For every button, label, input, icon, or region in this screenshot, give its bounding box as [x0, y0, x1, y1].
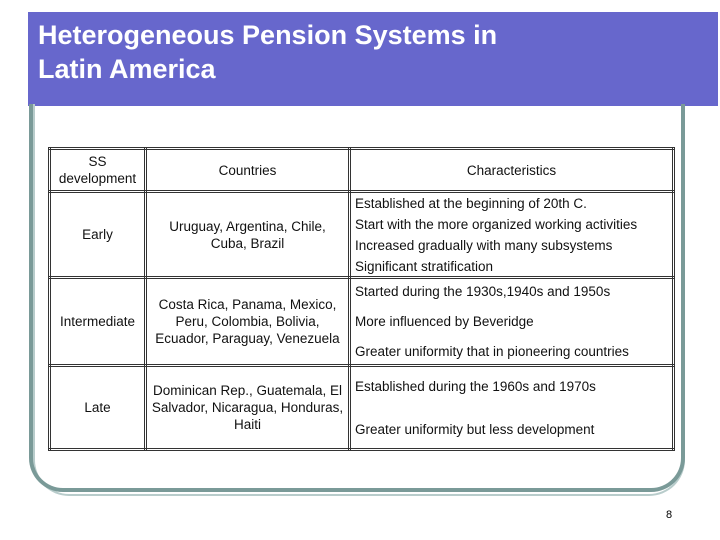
development-cell: Intermediate [50, 278, 146, 366]
characteristic-item: Established at the beginning of 20th C. [355, 195, 587, 211]
characteristic-item: Start with the more organized working activities [355, 216, 638, 232]
countries-cell: Costa Rica, Panama, Mexico, Peru, Colombia, Bolivia, Ecuador, Paraguay, Venezuela [146, 278, 350, 366]
characteristic-item: Started during the 1930s,1940s and 1950s [355, 284, 611, 299]
countries-cell: Uruguay, Argentina, Chile, Cuba, Brazil [146, 192, 350, 278]
pension-systems-table [48, 147, 675, 451]
characteristic-item: Established during the 1960s and 1970s [355, 378, 596, 394]
table-row [50, 366, 674, 450]
development-cell: Early [50, 192, 146, 278]
countries-cell: Dominican Rep., Guatemala, El Salvador, Nicaragua, Honduras, Haiti [146, 366, 350, 450]
development-cell: Late [50, 366, 146, 450]
slide-title: Heterogeneous Pension Systems in Latin America [38, 20, 498, 84]
header-ss-development: SS development [50, 149, 146, 192]
table-header-row [50, 149, 674, 192]
characteristic-item: Greater uniformity that in pioneering countries [355, 344, 629, 359]
characteristic-item: More influenced by Beveridge [355, 314, 534, 329]
table-row [50, 192, 674, 278]
characteristics-cell [350, 366, 674, 450]
header-countries: Countries [146, 149, 350, 192]
characteristics-cell [350, 192, 674, 278]
table-row [50, 278, 674, 366]
characteristic-item: Significant stratification [355, 258, 494, 274]
page-number: 8 [666, 509, 673, 521]
characteristic-item: Increased gradually with many subsystems [355, 237, 613, 253]
header-characteristics: Characteristics [350, 149, 674, 192]
characteristic-item: Greater uniformity but less development [355, 421, 595, 437]
characteristics-cell [350, 278, 674, 366]
